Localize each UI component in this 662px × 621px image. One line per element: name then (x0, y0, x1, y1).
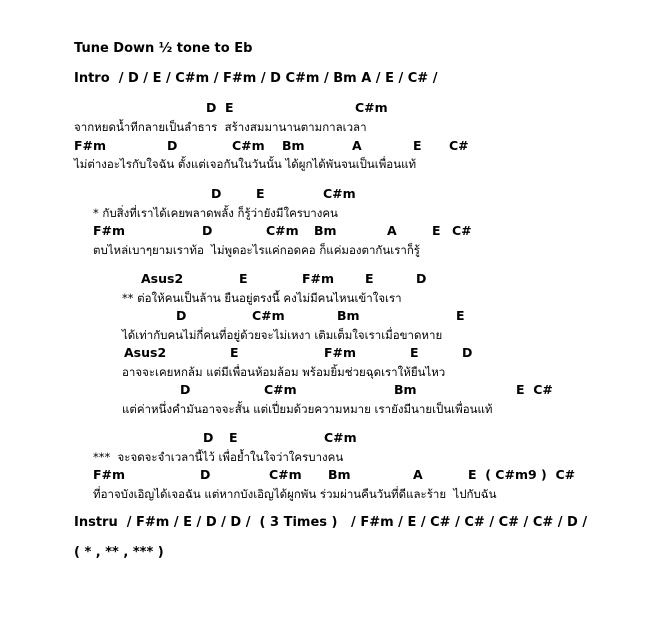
lyric-text: * กับสิ่งที่เราได้เคยพลาดพลั้ง ก็รู้ว่ายังมีใครบางคน (93, 206, 338, 220)
lyric-text: อาจจะเคยหกล้ม แต่มีเพื่อนห้อมล้อม พร้อมยิ้มช่วยฉุดเราให้ยืนไหว (122, 365, 446, 379)
chord-line (0, 100, 388, 118)
chord: C#m (264, 382, 297, 397)
chord: F#m (324, 345, 357, 360)
chord: D (462, 345, 473, 360)
chord: E (410, 345, 419, 360)
lyric-line (0, 156, 417, 174)
tuning-note: Tune Down ½ tone to Eb (74, 41, 253, 56)
chord: Bm (328, 467, 351, 482)
chord: D (202, 223, 213, 238)
chord: E ( C#m9 ) C# (468, 467, 576, 482)
lyric-line (0, 364, 446, 382)
chord: E (239, 271, 248, 286)
lyric-text: *** จะจดจะจำเวลานี้ไว้ เพื่อย้ำในใจว่าใครบางคน (93, 450, 344, 464)
chord: A (352, 138, 362, 153)
chord: C#m (355, 100, 388, 115)
lyric-text: จากหยดน้ำทีกลายเป็นลำธาร สร้างสมมานานตามกาลเวลา (74, 120, 367, 134)
chord: D (200, 467, 211, 482)
chord: E (230, 345, 239, 360)
lyric-text: ที่อาจบังเอิญได้เจอฉัน แต่หากบังเอิญได้ผูกพัน ร่วมผ่านคืนวันที่ดีและร้าย ไปกับฉัน (93, 487, 497, 501)
chord: Bm (337, 308, 360, 323)
chord: E (229, 430, 238, 445)
chord: D (416, 271, 427, 286)
chord-line (0, 345, 473, 363)
chord-line (0, 382, 553, 400)
chord-line (0, 138, 469, 156)
chord: F#m (74, 138, 107, 153)
chord: E (256, 186, 265, 201)
instru-line: Instru / F#m / E / D / D / ( 3 Times ) / F#m / E / C# / C# / C# / C# / D / (74, 515, 588, 530)
chord: F#m (302, 271, 335, 286)
chord: Asus2 (124, 345, 167, 360)
chord-line (0, 430, 357, 448)
lyric-line (0, 449, 344, 467)
chord: D (206, 100, 217, 115)
chord: C# (449, 138, 469, 153)
footer-note: ( * , ** , *** ) (74, 545, 164, 560)
chord: Bm (314, 223, 337, 238)
chord: E (432, 223, 441, 238)
lyric-text: แต่ค่าหนึ่งคำมันอาจจะสั้น แต่เปี่ยมด้วยความหมาย เรายังมีนายเป็นเพื่อนแท้ (122, 402, 493, 416)
chord-line (0, 223, 472, 241)
chord: Bm (282, 138, 305, 153)
chord: C#m (232, 138, 265, 153)
chord: C#m (324, 430, 357, 445)
chord-line (0, 186, 356, 204)
lyric-text: ได้เท่ากับคนไม่กี่คนที่อยู่ด้วยจะไม่เหงา เติมเต็มใจเราเมื่อขาดหาย (122, 328, 443, 342)
chord: E C# (516, 382, 553, 397)
lyric-line (0, 242, 420, 260)
lyric-line (0, 290, 402, 308)
lyric-line (0, 119, 367, 137)
lyric-line (0, 486, 497, 504)
chord: Asus2 (141, 271, 184, 286)
lyric-line (0, 401, 493, 419)
chord: D (167, 138, 178, 153)
chord: D (203, 430, 214, 445)
chord: D (211, 186, 222, 201)
chord: C#m (252, 308, 285, 323)
lyric-text: ตบไหล่เบาๆยามเราท้อ ไม่พูดอะไรแค่กอดคอ ก็แค่มองตากันเราก็รู้ (93, 243, 420, 257)
chord: E (413, 138, 422, 153)
lyric-text: ไม่ต่างอะไรกับใจฉัน ตั้งแต่เจอกันในวันนั้น ได้ผูกได้พันจนเป็นเพื่อนแท้ (74, 157, 417, 171)
chord: F#m (93, 223, 126, 238)
chord: D (176, 308, 187, 323)
chord: C# (452, 223, 472, 238)
chord: A (413, 467, 423, 482)
chord: A (387, 223, 397, 238)
chord: E (365, 271, 374, 286)
lyric-line (0, 205, 338, 223)
chord: E (456, 308, 465, 323)
chord-line (0, 271, 427, 289)
chord: C#m (269, 467, 302, 482)
lyric-line (0, 327, 443, 345)
chord: C#m (266, 223, 299, 238)
chord: Bm (394, 382, 417, 397)
lyric-text: ** ต่อให้คนเป็นล้าน ยืนอยู่ตรงนี้ คงไม่มีคนไหนเข้าใจเรา (122, 291, 402, 305)
chord: C#m (323, 186, 356, 201)
chord-line (0, 467, 576, 485)
chord: D (180, 382, 191, 397)
chord: E (225, 100, 234, 115)
chord-line (0, 308, 465, 326)
chord: F#m (93, 467, 126, 482)
intro-line: Intro / D / E / C#m / F#m / D C#m / Bm A / E / C# / (74, 71, 438, 86)
